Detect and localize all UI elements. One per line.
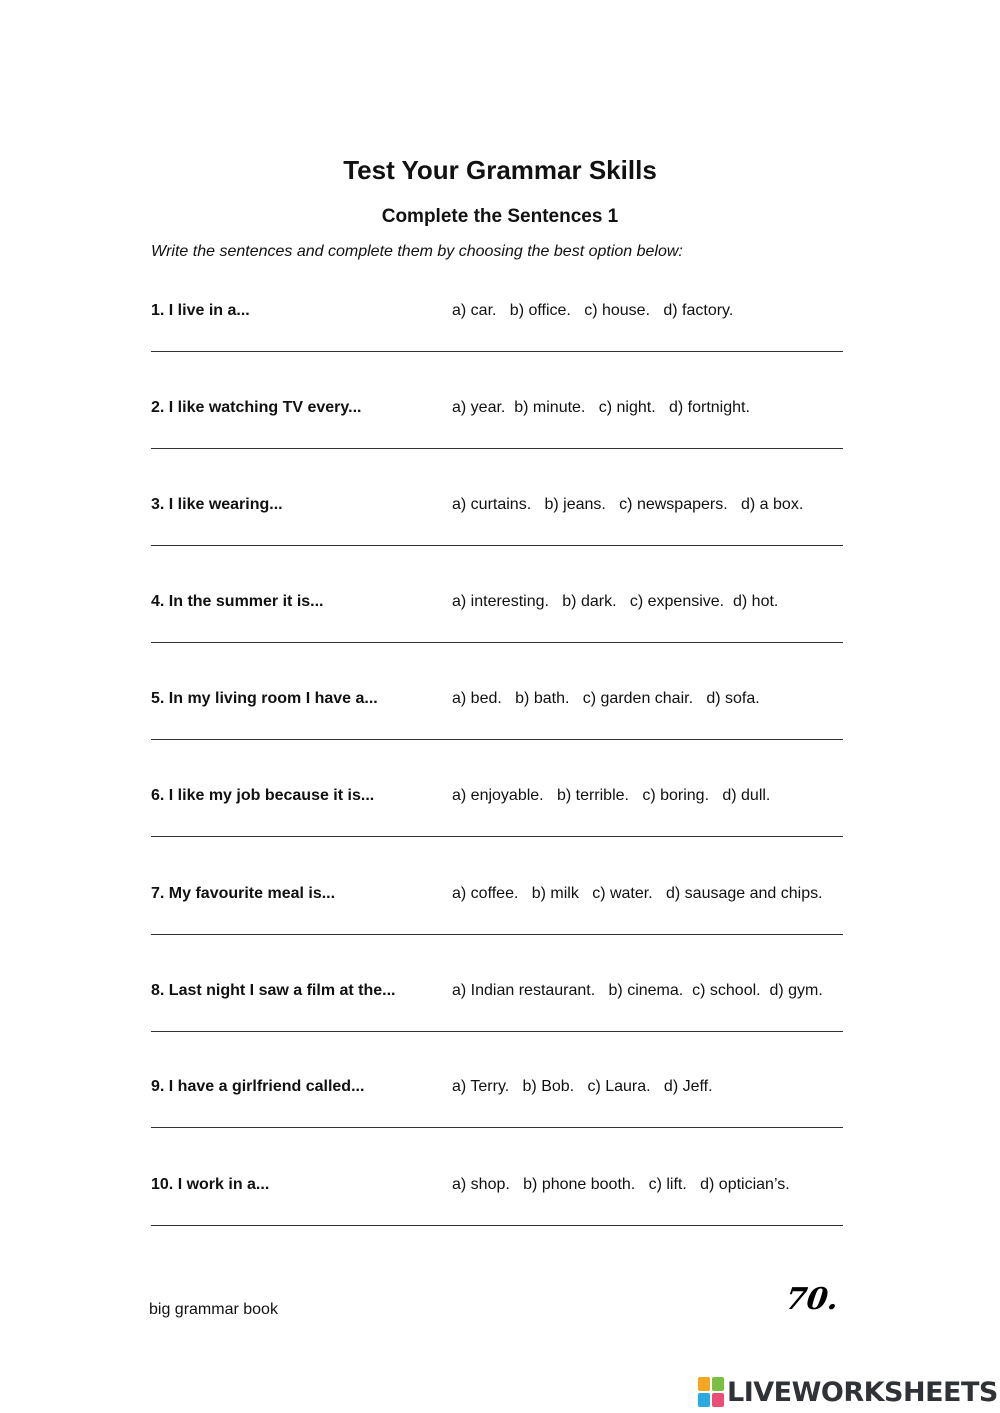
answer-line[interactable] [151,836,843,837]
question-8 [0,982,1000,1042]
question-stem: 2. I like watching TV every... [151,399,362,416]
question-stem: 10. I work in a... [151,1176,270,1193]
question-stem: 5. In my living room I have a... [151,690,378,707]
question-stem: 6. I like my job because it is... [151,787,375,804]
answer-line[interactable] [151,545,843,546]
question-options: a) year. b) minute. c) night. d) fortnight. [452,399,750,416]
question-options: a) Indian restaurant. b) cinema. c) school. d) gym. [452,982,823,999]
question-options: a) shop. b) phone booth. c) lift. d) optician’s. [452,1176,790,1193]
question-2 [0,399,1000,459]
question-options: a) bed. b) bath. c) garden chair. d) sofa. [452,690,760,707]
liveworksheets-logo[interactable] [698,1375,998,1409]
question-options: a) coffee. b) milk c) water. d) sausage and chips. [452,885,823,902]
question-10 [0,1176,1000,1236]
question-options: a) enjoyable. b) terrible. c) boring. d) dull. [452,787,771,804]
page-number: 70. [783,1282,841,1317]
instructions: Write the sentences and complete them by choosing the best option below: [151,243,683,260]
question-options: a) Terry. b) Bob. c) Laura. d) Jeff. [452,1078,713,1095]
question-options: a) car. b) office. c) house. d) factory. [452,302,734,319]
logo-tiles-icon [698,1377,724,1407]
question-7 [0,885,1000,945]
answer-line[interactable] [151,934,843,935]
answer-line[interactable] [151,1225,843,1226]
question-9 [0,1078,1000,1138]
question-stem: 3. I like wearing... [151,496,283,513]
question-options: a) curtains. b) jeans. c) newspapers. d) a box. [452,496,804,513]
answer-line[interactable] [151,351,843,352]
brand-wordmark: LIVEWORKSHEETS [727,1376,998,1408]
question-stem: 9. I have a girlfriend called... [151,1078,365,1095]
question-stem: 7. My favourite meal is... [151,885,336,902]
question-options: a) interesting. b) dark. c) expensive. d) hot. [452,593,779,610]
question-1 [0,302,1000,362]
question-3 [0,496,1000,556]
page-subtitle: Complete the Sentences 1 [381,206,619,227]
page-title: Test Your Grammar Skills [343,155,657,185]
question-5 [0,690,1000,750]
answer-line[interactable] [151,739,843,740]
answer-line[interactable] [151,642,843,643]
answer-line[interactable] [151,448,843,449]
answer-line[interactable] [151,1127,843,1128]
question-4 [0,593,1000,653]
question-stem: 8. Last night I saw a film at the... [151,982,396,999]
question-stem: 4. In the summer it is... [151,593,324,610]
question-6 [0,787,1000,847]
answer-line[interactable] [151,1031,843,1032]
question-stem: 1. I live in a... [151,302,250,319]
footer-source: big grammar book [149,1301,278,1318]
